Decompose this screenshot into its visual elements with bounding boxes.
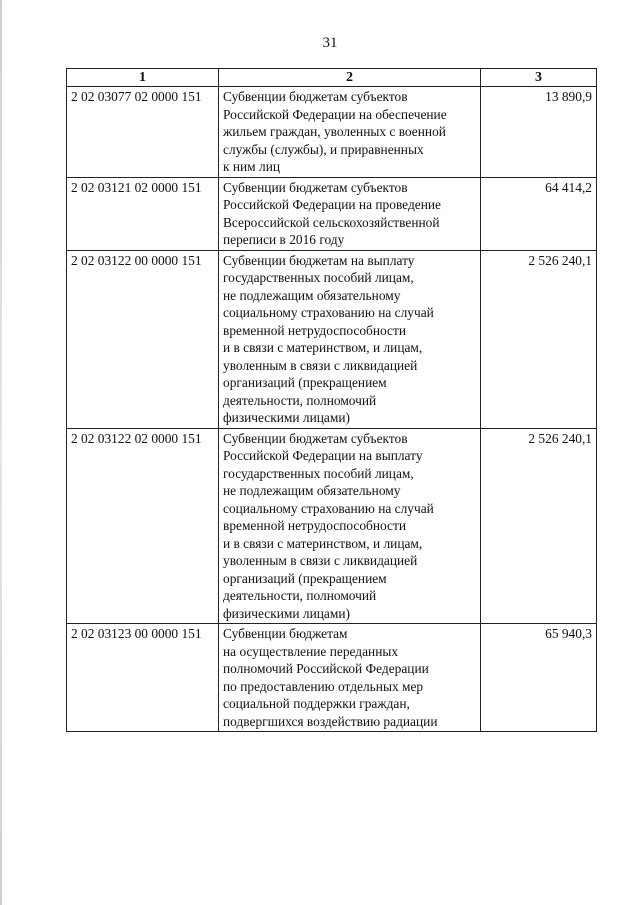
revenue-name-cell xyxy=(219,624,481,732)
budget-code-cell: 2 02 03123 00 0000 151 xyxy=(67,624,219,732)
budget-code-cell: 2 02 03122 02 0000 151 xyxy=(67,428,219,624)
revenue-name-line: переписи в 2016 году xyxy=(223,232,345,247)
revenue-name-line: государственных пособий лицам, xyxy=(223,465,414,481)
revenue-name-line: Российской Федерации на обеспечение xyxy=(223,106,447,122)
revenue-name-cell xyxy=(219,428,481,624)
revenue-name-line: Российской Федерации на выплату xyxy=(223,448,423,463)
revenue-name-line: Субвенции бюджетам на выплату xyxy=(223,252,415,268)
table-body xyxy=(67,87,597,732)
amount-cell: 65 940,3 xyxy=(481,624,597,732)
revenue-name-line: организаций (прекращением xyxy=(223,570,387,586)
column-header-name: 2 xyxy=(219,69,481,87)
page-number: 31 xyxy=(322,35,338,51)
table-header-row xyxy=(67,69,597,87)
table-row xyxy=(67,177,597,250)
column-header-amount: 3 xyxy=(481,69,597,87)
revenue-name-line: не подлежащим обязательному xyxy=(223,483,401,498)
revenue-name-line: и в связи с материнством, и лицам, xyxy=(223,340,423,355)
revenue-name-line: жильем граждан, уволенных с военной xyxy=(223,124,446,139)
budget-code-cell: 2 02 03121 02 0000 151 xyxy=(67,177,219,250)
revenue-name-line: Субвенции бюджетам субъектов xyxy=(223,430,408,446)
table-row xyxy=(67,624,597,732)
revenue-name-line: организаций (прекращением xyxy=(223,375,387,390)
scan-edge xyxy=(0,0,2,905)
revenue-name-line: уволенным в связи с ликвидацией xyxy=(223,357,418,373)
revenue-name-line: Субвенции бюджетам xyxy=(223,626,348,641)
amount-cell: 13 890,9 xyxy=(481,87,597,178)
amount-cell: 2 526 240,1 xyxy=(481,250,597,428)
amount-cell: 64 414,2 xyxy=(481,177,597,250)
table-row xyxy=(67,87,597,178)
revenue-name-line: подвергшихся воздействию радиации xyxy=(223,713,438,729)
revenue-name-line: физическими лицами) xyxy=(223,605,350,621)
revenue-name-line: временной нетрудоспособности xyxy=(223,322,407,338)
revenue-name-line: по предоставлению отдельных мер xyxy=(223,678,424,694)
revenue-name-line: полномочий Российской Федерации xyxy=(223,661,429,676)
revenue-name-line: деятельности, полномочий xyxy=(223,392,377,408)
revenue-name-line: деятельности, полномочий xyxy=(223,588,377,603)
revenue-name-cell xyxy=(219,177,481,250)
revenue-name-line: социальному страхованию на случай xyxy=(223,500,434,516)
table-row xyxy=(67,428,597,624)
revenue-name-line: Российской Федерации на проведение xyxy=(223,197,441,212)
revenue-name-line: государственных пособий лицам, xyxy=(223,270,414,285)
revenue-name-line: к ним лиц xyxy=(223,159,281,174)
revenue-name-cell xyxy=(219,250,481,428)
budget-code-cell: 2 02 03122 00 0000 151 xyxy=(67,250,219,428)
revenue-name-line: на осуществление переданных xyxy=(223,643,399,659)
revenue-name-line: не подлежащим обязательному xyxy=(223,287,401,303)
revenue-name-line: Субвенции бюджетам субъектов xyxy=(223,179,408,195)
revenue-name-line: и в связи с материнством, и лицам, xyxy=(223,535,423,551)
revenue-name-line: физическими лицами) xyxy=(223,410,350,425)
revenue-name-cell xyxy=(219,87,481,178)
revenue-name-line: Всероссийской сельскохозяйственной xyxy=(223,214,440,230)
revenue-name-line: Субвенции бюджетам субъектов xyxy=(223,89,408,104)
revenue-name-line: социальной поддержки граждан, xyxy=(223,696,410,711)
revenue-name-line: социальному страхованию на случай xyxy=(223,305,434,320)
revenue-name-line: временной нетрудоспособности xyxy=(223,518,407,533)
budget-code-cell: 2 02 03077 02 0000 151 xyxy=(67,87,219,178)
budget-table xyxy=(66,68,597,732)
table-row xyxy=(67,250,597,428)
column-header-code: 1 xyxy=(67,69,219,87)
revenue-name-line: службы (службы), и приравненных xyxy=(223,141,424,157)
amount-cell: 2 526 240,1 xyxy=(481,428,597,624)
revenue-name-line: уволенным в связи с ликвидацией xyxy=(223,553,418,568)
